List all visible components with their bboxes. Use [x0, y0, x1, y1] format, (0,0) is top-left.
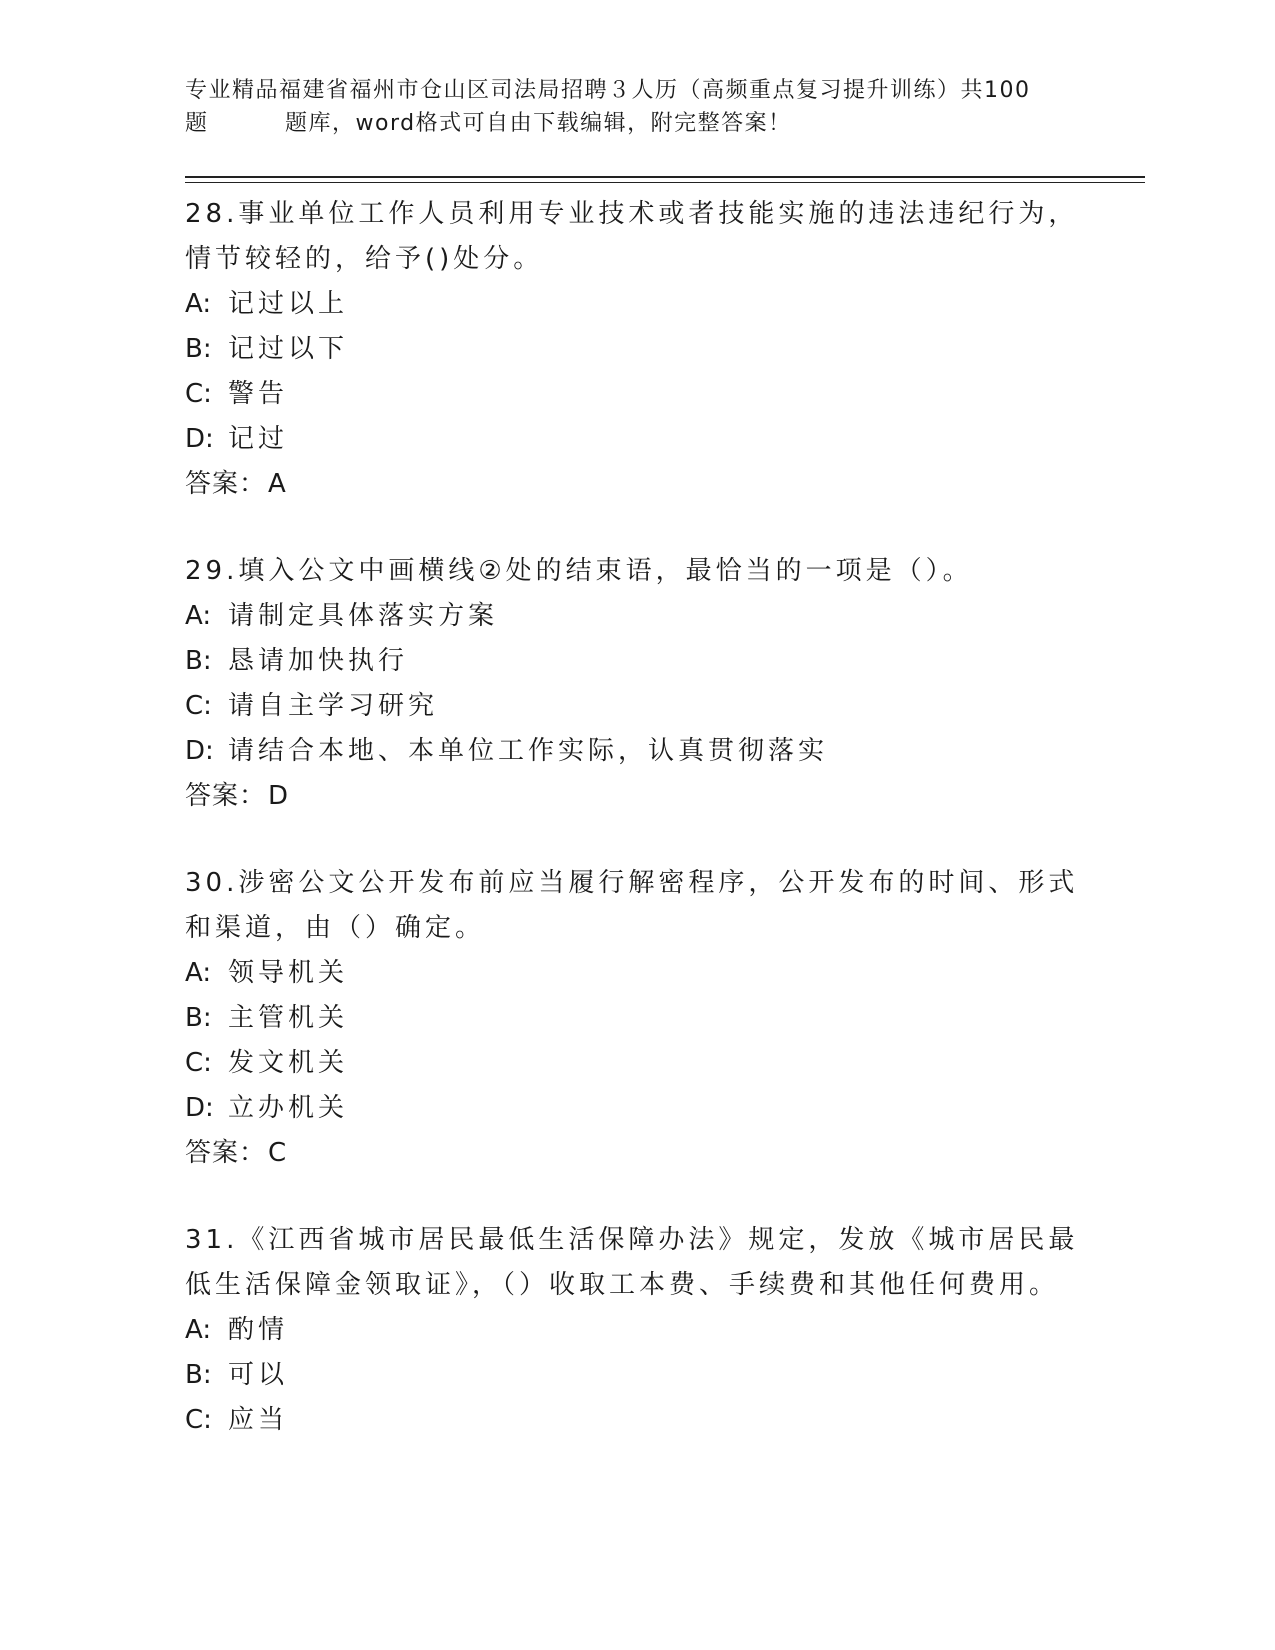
header-line-2	[185, 107, 1085, 140]
option-text: 立办机关	[228, 1093, 349, 1123]
option-b	[185, 327, 1085, 372]
option-text: 应当	[228, 1405, 289, 1435]
option-letter: A:	[185, 958, 212, 988]
option-letter: C:	[185, 691, 212, 721]
option-letter: A:	[185, 289, 212, 319]
option-d	[185, 729, 1085, 774]
option-a	[185, 951, 1085, 996]
answer-value: D	[268, 781, 290, 811]
header-line-2-text: 题库，word格式可自由下载编辑，附完整答案！	[285, 111, 792, 136]
option-b	[185, 996, 1085, 1041]
answer-label: 答案：	[185, 469, 267, 499]
option-letter: C:	[185, 1405, 212, 1435]
option-text: 请结合本地、本单位工作实际，认真贯彻落实	[228, 736, 829, 766]
option-letter: B:	[185, 1003, 212, 1033]
option-a	[185, 594, 1085, 639]
option-letter: B:	[185, 334, 212, 364]
question-29	[185, 549, 1085, 819]
option-text: 警告	[228, 379, 289, 409]
question-28	[185, 192, 1085, 507]
option-b	[185, 639, 1085, 684]
option-letter: A:	[185, 1315, 212, 1345]
question-list	[185, 192, 1085, 1485]
question-stem: 28.事业单位工作人员利用专业技术或者技能实施的违法违纪行为，情节较轻的，给予()处分。	[185, 199, 1079, 274]
question-stem: 30.涉密公文公开发布前应当履行解密程序，公开发布的时间、形式和渠道，由（）确定。	[185, 868, 1079, 943]
header-rule-thin	[185, 182, 1145, 183]
option-letter: D:	[185, 424, 214, 454]
option-text: 恳请加快执行	[228, 646, 409, 676]
answer-label: 答案：	[185, 781, 267, 811]
option-b	[185, 1353, 1085, 1398]
option-letter: C:	[185, 379, 212, 409]
option-text: 记过	[228, 424, 289, 454]
answer-label: 答案：	[185, 1138, 267, 1168]
option-c	[185, 1041, 1085, 1086]
question-stem: 29.填入公文中画横线②处的结束语，最恰当的一项是（）。	[185, 556, 973, 586]
option-text: 酌情	[228, 1315, 289, 1345]
answer-value: C	[268, 1138, 288, 1168]
answer	[185, 774, 1085, 819]
option-text: 请制定具体落实方案	[228, 601, 499, 631]
option-a	[185, 1308, 1085, 1353]
option-letter: B:	[185, 1360, 212, 1390]
answer-value: A	[268, 469, 287, 499]
option-c	[185, 372, 1085, 417]
option-text: 请自主学习研究	[228, 691, 439, 721]
option-text: 领导机关	[228, 958, 349, 988]
option-letter: B:	[185, 646, 212, 676]
option-letter: D:	[185, 736, 214, 766]
option-text: 记过以上	[228, 289, 349, 319]
option-c	[185, 684, 1085, 729]
option-letter: C:	[185, 1048, 212, 1078]
option-d	[185, 1086, 1085, 1131]
question-30	[185, 861, 1085, 1176]
option-text: 主管机关	[228, 1003, 349, 1033]
document-header	[185, 74, 1085, 140]
option-letter: A:	[185, 601, 212, 631]
question-31	[185, 1218, 1085, 1443]
answer	[185, 1131, 1085, 1176]
header-line-1: 专业精品福建省福州市仓山区司法局招聘３人历（高频重点复习提升训练）共100	[185, 78, 1031, 103]
header-rule-thick	[185, 176, 1145, 178]
option-text: 记过以下	[228, 334, 349, 364]
header-line-2-lead: 题	[185, 111, 209, 136]
option-text: 可以	[228, 1360, 289, 1390]
option-c	[185, 1398, 1085, 1443]
answer	[185, 462, 1085, 507]
option-text: 发文机关	[228, 1048, 349, 1078]
option-letter: D:	[185, 1093, 214, 1123]
option-a	[185, 282, 1085, 327]
option-d	[185, 417, 1085, 462]
question-stem: 31.《江西省城市居民最低生活保障办法》规定，发放《城市居民最低生活保障金领取证》，（）收取工本费、手续费和其他任何费用。	[185, 1225, 1079, 1300]
